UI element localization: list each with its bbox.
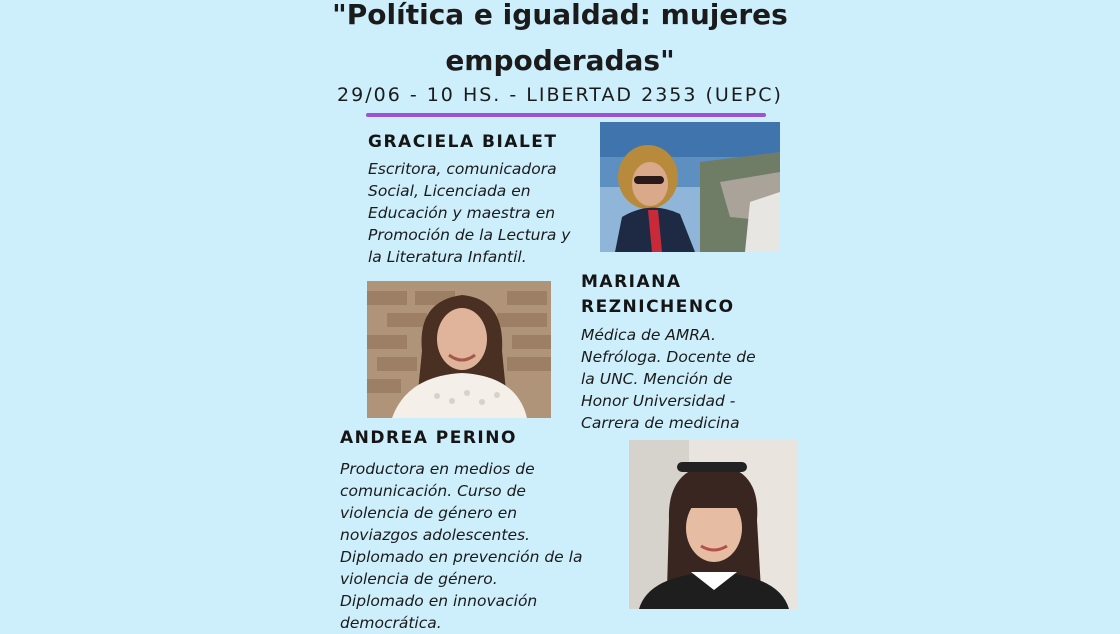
bio-line: violencia de género en	[340, 504, 518, 522]
speaker-name-line: ANDREA PERINO	[340, 428, 517, 448]
speaker-name-graciela-bialet	[368, 130, 558, 155]
speaker-bio-andrea-perino	[340, 458, 582, 634]
bio-line: violencia de género.	[340, 570, 498, 588]
speaker-name-line: GRACIELA BIALET	[368, 132, 558, 152]
speaker-name-andrea-perino	[340, 426, 517, 451]
event-title-line-2: empoderadas"	[445, 44, 675, 77]
bio-line: Médica de AMRA.	[581, 326, 716, 344]
speaker-name-mariana-reznichenco	[581, 270, 735, 320]
bio-line: Productora en medios de	[340, 460, 535, 478]
speaker-photo-graciela-bialet	[600, 122, 780, 252]
bio-line: Social, Licenciada en	[368, 182, 531, 200]
bio-line: Carrera de medicina	[581, 414, 740, 432]
speaker-bio-graciela-bialet	[368, 158, 570, 268]
bio-line: Nefróloga. Docente de	[581, 348, 756, 366]
bio-line: Honor Universidad -	[581, 392, 736, 410]
speaker-name-line: REZNICHENCO	[581, 297, 735, 317]
speaker-name-line: MARIANA	[581, 272, 682, 292]
speaker-photo-andrea-perino	[629, 440, 798, 609]
event-title-line-1: "Política e igualdad: mujeres	[332, 0, 788, 31]
bio-line: Escritora, comunicadora	[368, 160, 557, 178]
bio-line: Diplomado en innovación	[340, 592, 538, 610]
title-divider	[366, 113, 766, 117]
event-date-location: 29/06 - 10 HS. - LIBERTAD 2353 (UEPC)	[337, 84, 783, 106]
bio-line: noviazgos adolescentes.	[340, 526, 530, 544]
bio-line: comunicación. Curso de	[340, 482, 526, 500]
bio-line: Diplomado en prevención de la	[340, 548, 583, 566]
speaker-photo-mariana-reznichenco	[367, 281, 551, 418]
speaker-bio-mariana-reznichenco	[581, 324, 756, 434]
bio-line: democrática.	[340, 614, 442, 632]
bio-line: Educación y maestra en	[368, 204, 556, 222]
bio-line: Promoción de la Lectura y	[368, 226, 571, 244]
bio-line: la UNC. Mención de	[581, 370, 733, 388]
bio-line: la Literatura Infantil.	[368, 248, 527, 266]
